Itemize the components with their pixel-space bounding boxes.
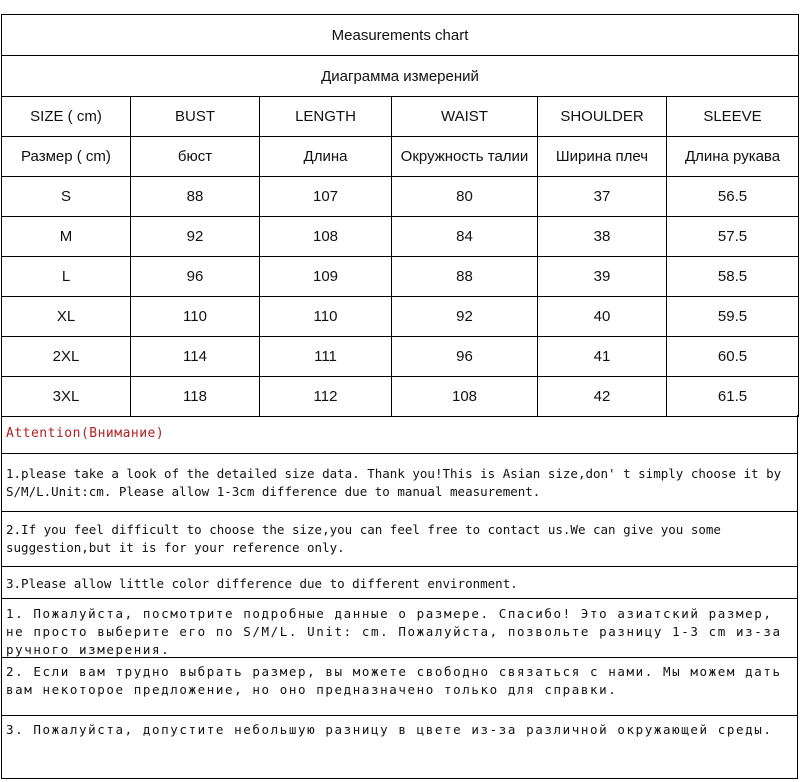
sleeve-cell: 58.5 bbox=[667, 257, 799, 297]
size-cell: 2XL bbox=[2, 337, 131, 377]
waist-cell: 96 bbox=[392, 337, 538, 377]
note-ru-3: 3. Пожалуйста, допустите небольшую разницу в цвете из-за различной окружающей среды. bbox=[6, 722, 773, 737]
length-cell: 111 bbox=[260, 337, 392, 377]
header-cell: BUST bbox=[131, 97, 260, 137]
table-row bbox=[2, 257, 799, 297]
length-cell: 108 bbox=[260, 217, 392, 257]
chart-title-en: Measurements chart bbox=[2, 15, 799, 56]
header-row-ru bbox=[2, 137, 799, 177]
length-cell: 112 bbox=[260, 377, 392, 417]
sleeve-cell: 59.5 bbox=[667, 297, 799, 337]
size-cell: S bbox=[2, 177, 131, 217]
bust-cell: 118 bbox=[131, 377, 260, 417]
divider bbox=[2, 453, 797, 454]
waist-cell: 92 bbox=[392, 297, 538, 337]
size-cell: 3XL bbox=[2, 377, 131, 417]
sleeve-cell: 56.5 bbox=[667, 177, 799, 217]
bust-cell: 114 bbox=[131, 337, 260, 377]
divider bbox=[2, 657, 797, 658]
table-row bbox=[2, 297, 799, 337]
header-cell: Размер ( cm) bbox=[2, 137, 131, 177]
header-cell: Окружность талии bbox=[392, 137, 538, 177]
waist-cell: 88 bbox=[392, 257, 538, 297]
shoulder-cell: 42 bbox=[538, 377, 667, 417]
sleeve-cell: 60.5 bbox=[667, 337, 799, 377]
header-cell: Длина рукава bbox=[667, 137, 799, 177]
waist-cell: 108 bbox=[392, 377, 538, 417]
waist-cell: 80 bbox=[392, 177, 538, 217]
measurements-table bbox=[1, 14, 799, 417]
bust-cell: 92 bbox=[131, 217, 260, 257]
shoulder-cell: 41 bbox=[538, 337, 667, 377]
shoulder-cell: 40 bbox=[538, 297, 667, 337]
header-cell: SIZE ( cm) bbox=[2, 97, 131, 137]
table-row bbox=[2, 377, 799, 417]
attention-heading: Attention(Внимание) bbox=[6, 426, 165, 441]
header-cell: LENGTH bbox=[260, 97, 392, 137]
size-cell: L bbox=[2, 257, 131, 297]
shoulder-cell: 38 bbox=[538, 217, 667, 257]
divider bbox=[2, 598, 797, 599]
notes-section bbox=[1, 415, 798, 779]
header-cell: SLEEVE bbox=[667, 97, 799, 137]
table-row bbox=[2, 177, 799, 217]
header-row-en bbox=[2, 97, 799, 137]
note-en-2: 2.If you feel difficult to choose the size,you can feel free to contact us.We can give you some suggestion,but it is for your reference only. bbox=[6, 522, 729, 555]
chart-title-ru: Диаграмма измерений bbox=[2, 56, 799, 97]
shoulder-cell: 39 bbox=[538, 257, 667, 297]
bust-cell: 88 bbox=[131, 177, 260, 217]
note-ru-1: 1. Пожалуйста, посмотрите подробные данные о размере. Спасибо! Это азиатский размер, не просто выберите его по S/M/L. Unit: cm. Пожалуйста, позвольте разницу 1-3 cm из-за ручного измерения. bbox=[6, 606, 791, 657]
size-cell: M bbox=[2, 217, 131, 257]
sleeve-cell: 61.5 bbox=[667, 377, 799, 417]
header-cell: Длина bbox=[260, 137, 392, 177]
length-cell: 107 bbox=[260, 177, 392, 217]
table-row bbox=[2, 337, 799, 377]
top-margin bbox=[0, 0, 800, 14]
shoulder-cell: 37 bbox=[538, 177, 667, 217]
bust-cell: 110 bbox=[131, 297, 260, 337]
divider bbox=[2, 511, 797, 512]
length-cell: 110 bbox=[260, 297, 392, 337]
size-cell: XL bbox=[2, 297, 131, 337]
header-cell: Ширина плеч bbox=[538, 137, 667, 177]
length-cell: 109 bbox=[260, 257, 392, 297]
sleeve-cell: 57.5 bbox=[667, 217, 799, 257]
divider bbox=[2, 566, 797, 567]
note-en-3: 3.Please allow little color difference due to different environment. bbox=[6, 576, 518, 591]
waist-cell: 84 bbox=[392, 217, 538, 257]
divider bbox=[2, 715, 797, 716]
header-cell: WAIST bbox=[392, 97, 538, 137]
note-en-1: 1.please take a look of the detailed size data. Thank you!This is Asian size,don' t simply choose it by S/M/L.Unit:cm. Please allow 1-3cm difference due to manual measurement. bbox=[6, 466, 789, 499]
table-row bbox=[2, 217, 799, 257]
bust-cell: 96 bbox=[131, 257, 260, 297]
note-ru-2: 2. Если вам трудно выбрать размер, вы можете свободно связаться с нами. Мы можем дать вам некоторое предложение, но оно предназначено только для справки. bbox=[6, 664, 791, 697]
header-cell: бюст bbox=[131, 137, 260, 177]
header-cell: SHOULDER bbox=[538, 97, 667, 137]
